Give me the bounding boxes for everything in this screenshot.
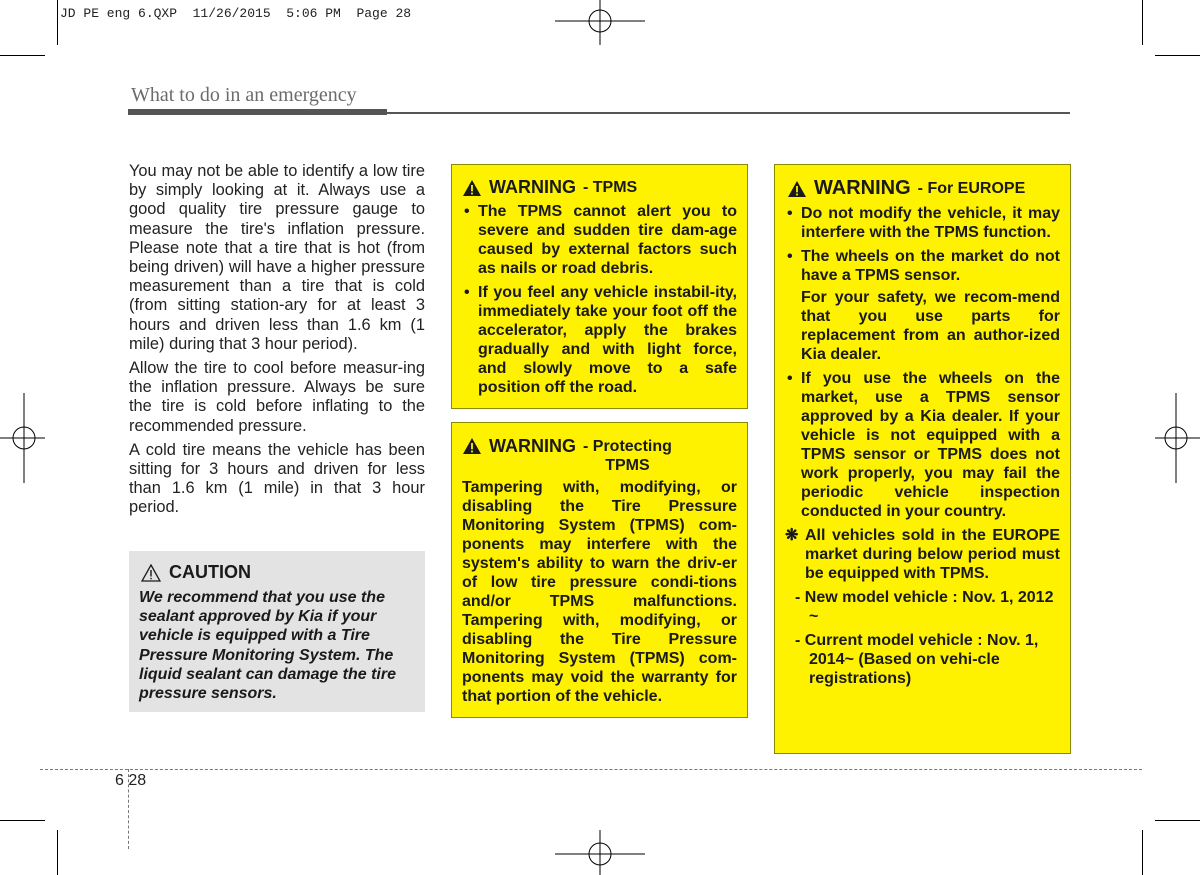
warning-tpms-heading — [462, 177, 737, 198]
warning-triangle-icon — [462, 179, 482, 197]
warning-subtitle-line: TPMS — [605, 457, 650, 474]
warning-europe-heading — [787, 177, 1060, 200]
warning-subtitle-line: - Protecting — [583, 438, 672, 455]
caution-title: CAUTION — [169, 562, 251, 582]
warning-subtitle: - For EUROPE — [917, 179, 1026, 197]
warning-europe-box — [774, 164, 1071, 754]
list-item: • If you use the wheels on the market, use a TPMS sensor approved by a Kia dealer. If your vehicle is not equipped with a TPMS sensor or TPMS does not work properly, you may fail the periodic vehicle inspection conducted in your country. — [785, 369, 1060, 521]
warning-tpms-box — [451, 164, 748, 409]
date-item: - New model vehicle : Nov. 1, 2012 ~ — [795, 589, 1054, 625]
print-slug: JD PE eng 6.QXP 11/26/2015 5:06 PM Page 28 — [60, 6, 412, 21]
note-item — [785, 526, 1060, 583]
list-item: • Do not modify the vehicle, it may interfere with the TPMS function. — [785, 204, 1060, 242]
warning-title: WARNING — [814, 177, 911, 199]
warning-europe-list — [785, 369, 1060, 521]
registration-mark-top — [555, 0, 645, 45]
page-number: 6 28 — [115, 772, 147, 789]
warning-protecting-box — [451, 422, 748, 718]
warning-protecting-heading — [462, 436, 737, 475]
list-item: • The TPMS cannot alert you to severe and sudden tire dam-age caused by external factors such as nails or road debris. — [462, 202, 737, 278]
warning-tpms-list — [462, 202, 737, 397]
list-item: • If you feel any vehicle instabil-ity, immediately take your foot off the accelerator, apply the brakes gradually and with light force, and slowly move to a safe position off the road. — [462, 283, 737, 397]
warning-europe-list — [785, 204, 1060, 285]
caution-box — [129, 551, 425, 712]
warning-subtitle: - TPMS — [583, 178, 638, 196]
body-paragraph: A cold tire means the vehicle has been sitting for 3 hours and driven for less than 1.6 km (1 mile) in that 3 hour period. — [129, 440, 425, 517]
body-text — [129, 162, 425, 523]
section-title: What to do in an emergency — [131, 84, 357, 106]
note-text: All vehicles sold in the EUROPE market during below period must be equipped with TPMS. — [805, 527, 1060, 582]
registration-mark-right — [1155, 393, 1200, 483]
warning-title: WARNING — [489, 436, 576, 456]
header-bar — [128, 109, 387, 115]
registration-mark-bottom — [555, 830, 645, 875]
date-item: - Current model vehicle : Nov. 1, 2014~ (Based on vehi-cle registrations) — [795, 632, 1039, 687]
warning-subtitle — [583, 437, 672, 475]
warning-triangle-icon — [787, 180, 807, 198]
body-paragraph: Allow the tire to cool before measur-ing the inflation pressure. Always be sure the tire is cold before inflating to the recommended pressure. — [129, 359, 425, 435]
list-item-continuation: For your safety, we recom-mend that you use parts for replacement from an author-ized Kia dealer. — [801, 289, 1060, 363]
caution-triangle-icon — [141, 564, 161, 582]
warning-europe-content — [785, 204, 1060, 688]
asterisk-icon: ❋ — [785, 527, 799, 544]
footer-rule — [40, 769, 1142, 770]
warning-triangle-icon — [462, 437, 482, 455]
warning-title: WARNING — [489, 177, 576, 197]
caution-heading — [141, 562, 416, 583]
caution-text: We recommend that you use the sealant approved by Kia if your vehicle is equipped with a Tire Pressure Monitoring System. The liquid sealant can damage the tire pressure sensors. — [139, 589, 396, 703]
warning-protecting-text: Tampering with, modifying, or disabling the Tire Pressure Monitoring System (TPMS) com-ponents may interfere with the system's ability to warn the driv-er of low tire pressure condi-tions and/or TPMS malfunctions. Tampering with, modifying, or disabling the Tire Pressure Monitoring System (TPMS) com-ponents may void the warranty for that portion of the vehicle. — [462, 479, 737, 705]
body-paragraph: You may not be able to identify a low tire by simply looking at it. Always use a good quality tire pressure gauge to measure the tire's inflation pressure. Please note that a tire that is hot (from being driven) will have a higher pressure measurement than a tire that is cold (from sitting station-ary for at least 3 hours and driven less than 1.6 km (1 mile) during that 3 hour period). — [129, 162, 425, 353]
list-item: • The wheels on the market do not have a TPMS sensor. — [785, 247, 1060, 285]
registration-mark-left — [0, 393, 45, 483]
